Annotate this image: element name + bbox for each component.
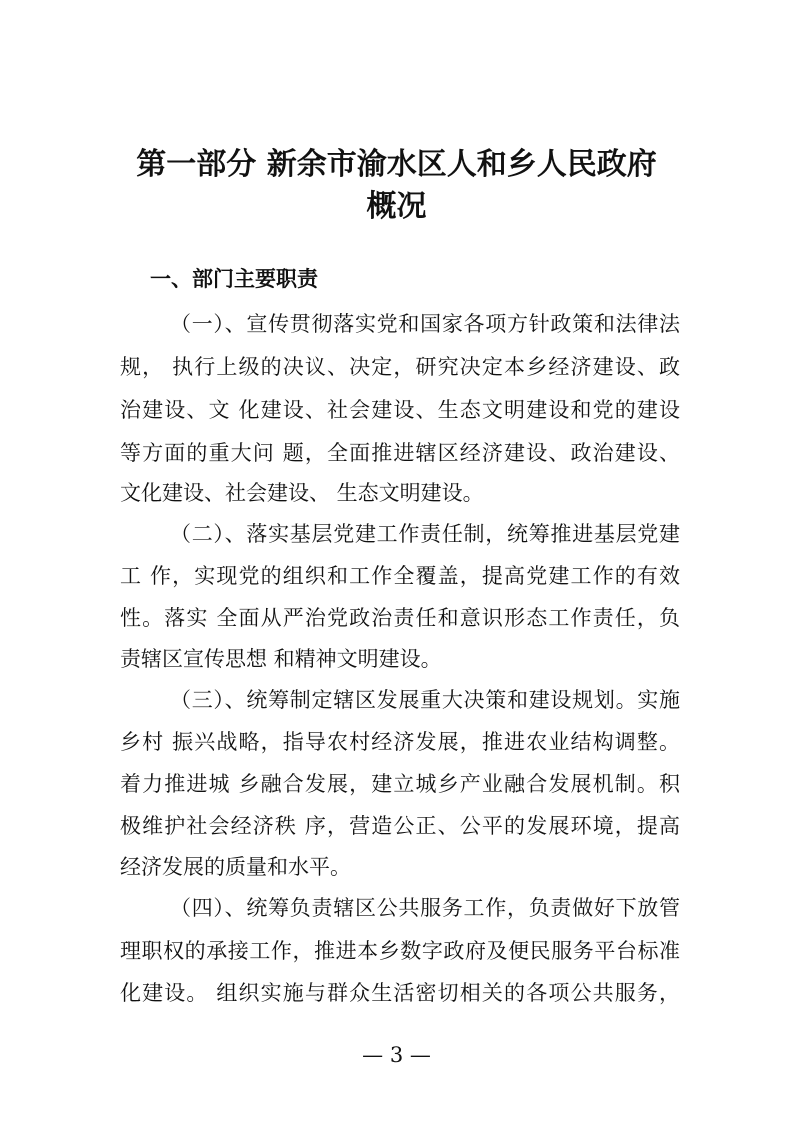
paragraph-2-line-4: 责辖区宣传思想 和精神文明建设。: [120, 647, 442, 671]
paragraph-3-line-4: 极维护社会经济秩 序，营造公正、公平的发展环境，提高: [120, 814, 680, 838]
page-number: — 3 —: [362, 1043, 431, 1067]
paragraph-1-line-2: 规， 执行上级的决议、决定，研究决定本乡经济建设、政: [120, 355, 680, 379]
page-title: 第一部分 新余市渝水区人和乡人民政府: [136, 147, 657, 182]
section-heading: 一、部门主要职责: [150, 267, 318, 291]
paragraph-3-line-5: 经济发展的质量和水平。: [120, 855, 351, 879]
paragraph-3-line-3: 着力推进城 乡融合发展，建立城乡产业融合发展机制。积: [120, 772, 680, 796]
paragraph-2-line-1: （二）、落实基层党建工作责任制，统筹推进基层党建: [170, 522, 680, 546]
paragraph-3-line-1: （三）、统筹制定辖区发展重大决策和建设规划。实施: [170, 688, 680, 712]
paragraph-3-line-2: 乡村 振兴战略，指导农村经济发展，推进农业结构调整。: [120, 730, 680, 754]
paragraph-4-line-3: 化建设。 组织实施与群众生活密切相关的各项公共服务，: [120, 981, 680, 1005]
paragraph-2-line-2: 工 作，实现党的组织和工作全覆盖，提高党建工作的有效: [120, 564, 680, 588]
paragraph-1-line-5: 文化建设、社会建设、 生态文明建设。: [120, 481, 484, 505]
paragraph-2-line-3: 性。落实 全面从严治党政治责任和意识形态工作责任，负: [120, 606, 680, 630]
paragraph-4-line-1: （四）、统筹负责辖区公共服务工作，负责做好下放管: [170, 896, 680, 920]
paragraph-1-line-3: 治建设、文 化建设、社会建设、生态文明建设和党的建设: [120, 398, 680, 422]
paragraph-1-line-1: （一）、宣传贯彻落实党和国家各项方针政策和法律法: [170, 312, 680, 336]
paragraph-4-line-2: 理职权的承接工作，推进本乡数字政府及便民服务平台标准: [120, 939, 680, 963]
page-title-continued: 概况: [366, 189, 427, 224]
paragraph-1-line-4: 等方面的重大问 题，全面推进辖区经济建设、政治建设、: [120, 441, 680, 465]
